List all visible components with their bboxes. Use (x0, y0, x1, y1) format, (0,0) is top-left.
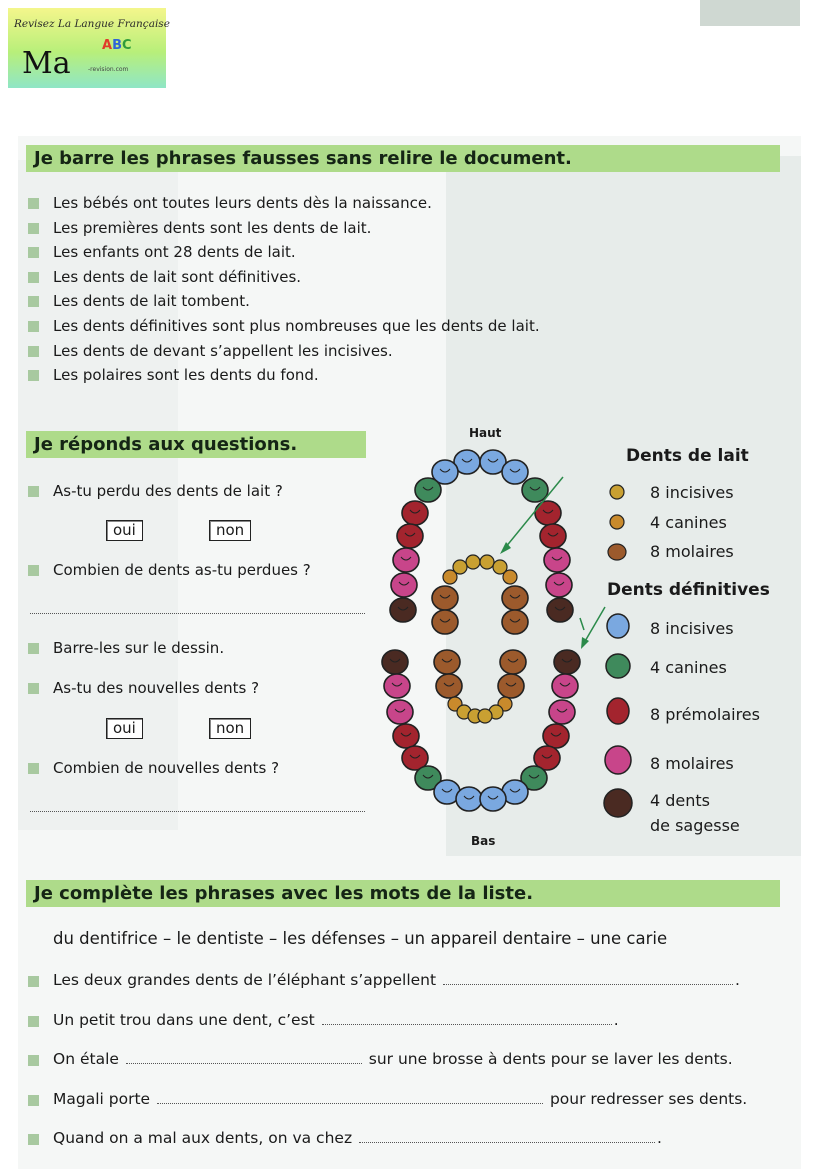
teeth-diagram[interactable] (375, 420, 585, 830)
list-item[interactable]: Les bébés ont toutes leurs dents dès la naissance. (28, 191, 540, 216)
legend-perm-wisdom-1: 4 dents (650, 791, 711, 810)
diagram-bottom-label: Bas (471, 834, 496, 848)
non-checkbox-1[interactable]: non (209, 520, 251, 541)
bullet-square-icon (28, 1016, 39, 1027)
legend-permanent-title: Dents définitives (607, 580, 770, 600)
bullet-square-icon (28, 321, 39, 332)
bullet-square-icon (28, 296, 39, 307)
bullet-square-icon (28, 486, 39, 497)
blank-field-3[interactable] (126, 1051, 362, 1064)
non-checkbox-2[interactable]: non (209, 718, 251, 739)
instruction-cross-out: Barre-les sur le dessin. (28, 639, 224, 657)
sentence-brosse: On étale sur une brosse à dents pour se laver les dents. (28, 1050, 733, 1068)
section3-header: Je complète les phrases avec les mots de la liste. (26, 880, 780, 907)
upper-permanent-teeth (390, 450, 573, 622)
blank-field-5[interactable] (359, 1130, 655, 1143)
answer-line-2[interactable] (30, 811, 365, 812)
bullet-square-icon (28, 1095, 39, 1106)
bullet-square-icon (28, 683, 39, 694)
blank-field-4[interactable] (157, 1091, 543, 1104)
oui-checkbox-2[interactable]: oui (106, 718, 143, 739)
lower-milk-teeth (434, 650, 526, 723)
legend-milk-molars: 8 molaires (650, 542, 734, 561)
bullet-square-icon (28, 370, 39, 381)
bullet-square-icon (28, 763, 39, 774)
logo-tagline: Revisez La Langue Française (14, 18, 170, 30)
legend-permanent-icons (602, 610, 636, 825)
logo-abc: ABC (102, 38, 132, 53)
sentence-trou: Un petit trou dans une dent, c’est . (28, 1011, 619, 1029)
bullet-square-icon (28, 346, 39, 357)
sentence-elephant: Les deux grandes dents de l’éléphant s’appellent . (28, 971, 740, 989)
bullet-square-icon (28, 565, 39, 576)
word-list: du dentifrice – le dentiste – les défenses – un appareil dentaire – une carie (53, 929, 668, 948)
bullet-square-icon (28, 1134, 39, 1145)
oui-checkbox-1[interactable]: oui (106, 520, 143, 541)
legend-milk-canines: 4 canines (650, 513, 727, 532)
blank-field-1[interactable] (443, 972, 733, 985)
list-item[interactable]: Les dents définitives sont plus nombreuses que les dents de lait. (28, 314, 540, 339)
diagram-top-label: Haut (469, 426, 502, 440)
legend-perm-canines: 4 canines (650, 658, 727, 677)
question-new-teeth: As-tu des nouvelles dents ? (28, 679, 259, 697)
bullet-square-icon (28, 1055, 39, 1066)
question-how-many-lost: Combien de dents as-tu perdues ? (28, 561, 311, 579)
legend-perm-wisdom-2: de sagesse (650, 816, 740, 835)
lower-permanent-teeth (382, 650, 580, 811)
sentence-dentiste: Quand on a mal aux dents, on va chez . (28, 1129, 662, 1147)
top-scan-artifact (700, 0, 800, 26)
list-item[interactable]: Les premières dents sont les dents de lait. (28, 216, 540, 241)
question-how-many-new: Combien de nouvelles dents ? (28, 759, 279, 777)
bullet-square-icon (28, 223, 39, 234)
blank-field-2[interactable] (322, 1012, 612, 1025)
list-item[interactable]: Les polaires sont les dents du fond. (28, 363, 540, 388)
bullet-square-icon (28, 272, 39, 283)
legend-milk-icons (606, 483, 628, 563)
section1-list (28, 191, 540, 388)
bullet-square-icon (28, 198, 39, 209)
section1-header: Je barre les phrases fausses sans relire le document. (26, 145, 780, 172)
list-item[interactable]: Les dents de lait tombent. (28, 289, 540, 314)
list-item[interactable]: Les dents de lait sont définitives. (28, 265, 540, 290)
bullet-square-icon (28, 976, 39, 987)
bullet-square-icon (28, 643, 39, 654)
logo-domain: -revision.com (88, 66, 129, 73)
legend-perm-premolars: 8 prémolaires (650, 705, 760, 724)
legend-perm-incisors: 8 incisives (650, 619, 734, 638)
upper-milk-teeth (432, 555, 528, 634)
legend-milk-title: Dents de lait (626, 446, 749, 466)
legend-milk-incisors: 8 incisives (650, 483, 734, 502)
site-logo[interactable] (8, 8, 170, 88)
list-item[interactable]: Les enfants ont 28 dents de lait. (28, 240, 540, 265)
question-lost-teeth: As-tu perdu des dents de lait ? (28, 482, 283, 500)
list-item[interactable]: Les dents de devant s’appellent les incisives. (28, 339, 540, 364)
logo-main: Ma (22, 46, 71, 81)
legend-perm-molars: 8 molaires (650, 754, 734, 773)
sentence-magali: Magali porte pour redresser ses dents. (28, 1090, 747, 1108)
bullet-square-icon (28, 247, 39, 258)
answer-line-1[interactable] (30, 613, 365, 614)
section2-header: Je réponds aux questions. (26, 431, 366, 458)
